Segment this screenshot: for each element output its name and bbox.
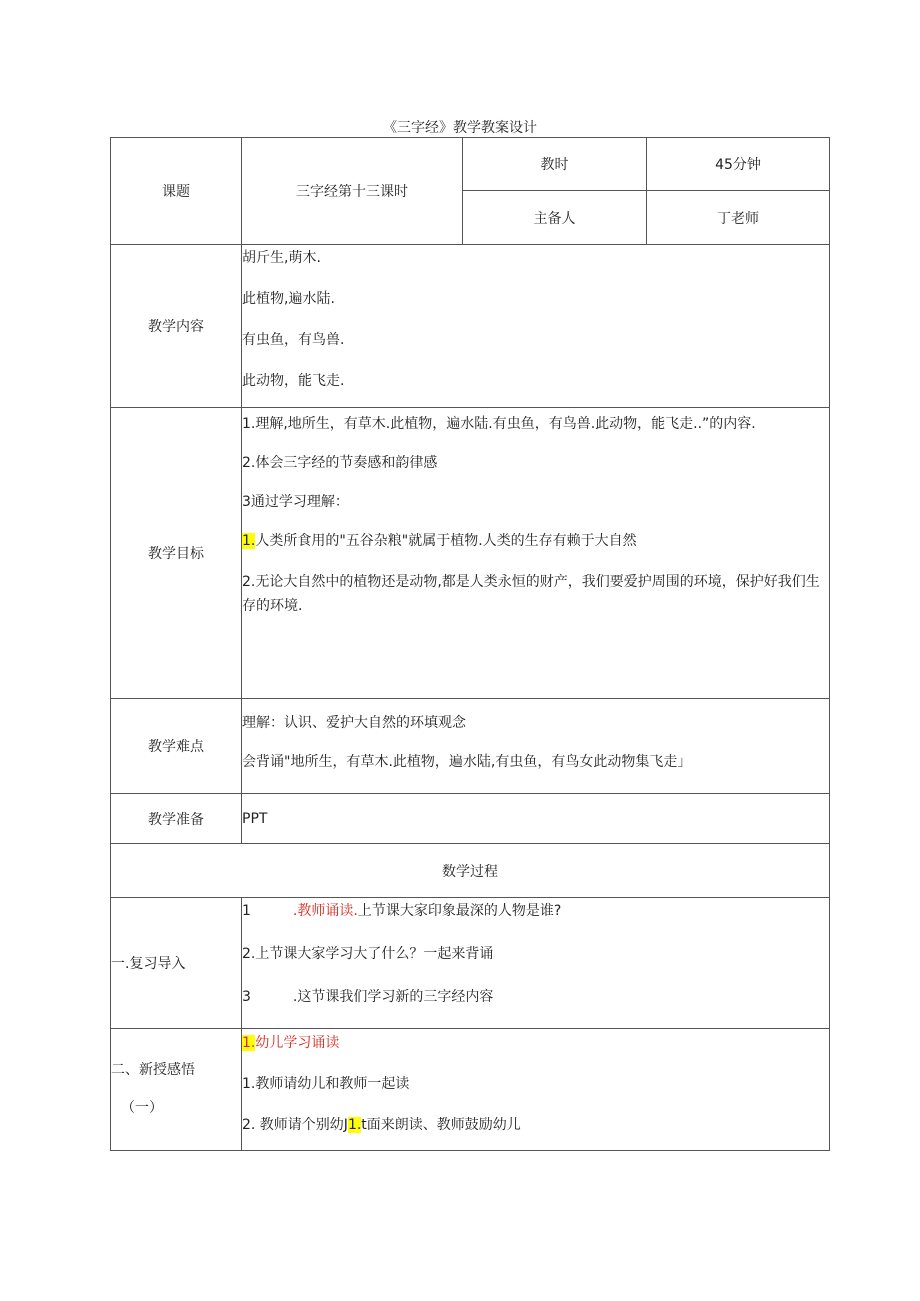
content-line-3: 有虫鱼，有鸟兽. — [242, 332, 345, 348]
new-lesson-line-1-number: 1. — [242, 1035, 256, 1051]
preparer-value: 丁老师 — [647, 191, 830, 245]
new-lesson-label — [111, 1029, 242, 1151]
review-line-3 — [242, 987, 829, 1007]
new-lesson-line-3-b: t面来朗读、教师鼓励幼儿 — [361, 1117, 521, 1133]
difficulty-line-1: 理解：认识、爱护大自然的环填观念 — [242, 715, 466, 731]
preparer-label: 主备人 — [463, 191, 647, 245]
content-line-2: 此植物,遍水陆. — [242, 291, 335, 307]
review-line-2: 2.上节课大家学习大了什么？一起来背诵 — [242, 946, 494, 962]
difficulty-label: 教学难点 — [111, 699, 242, 794]
goals-line-4-number: 1. — [242, 533, 256, 549]
new-lesson-cell — [242, 1029, 830, 1151]
topic-value: 三字经第十三课时 — [242, 138, 463, 245]
hours-value: 45分钟 — [647, 138, 830, 191]
goals-line-4-text: 人类所食用的"五谷杂粮"就属于植物.人类的生存有赖于大自然 — [255, 533, 637, 549]
prep-value: PPT — [242, 794, 830, 844]
review-cell — [242, 898, 830, 1029]
topic-label: 课题 — [111, 138, 242, 245]
prep-label: 教学准备 — [111, 794, 242, 844]
review-line-3-text: .这节课我们学习新的三字经内容 — [292, 989, 494, 1005]
process-header: 数学过程 — [111, 844, 830, 898]
new-lesson-line-1 — [242, 1033, 829, 1053]
new-lesson-label-line-2: （一） — [121, 1100, 163, 1116]
review-line-1-number: 1 — [242, 903, 251, 919]
goals-label: 教学目标 — [111, 408, 242, 699]
content-cell — [242, 245, 830, 408]
content-line-4: 此动物，能飞走. — [242, 373, 345, 389]
content-label: 教学内容 — [111, 245, 242, 408]
new-lesson-line-3-highlight: 1. — [347, 1117, 362, 1133]
new-lesson-line-3 — [242, 1115, 829, 1135]
review-line-1-highlight: .教师诵读. — [292, 903, 358, 919]
new-lesson-line-1-text: 幼儿学习诵读 — [255, 1035, 340, 1051]
content-line-1: 胡斤生,萌木. — [242, 250, 321, 266]
new-lesson-line-2: 1.教师请幼儿和教师一起读 — [242, 1076, 410, 1092]
difficulty-line-2: 会背诵"地所生，有草木.此植物，遍水陆,有虫鱼，有鸟女此动物集飞走」 — [242, 754, 692, 770]
review-label: 一.复习导入 — [111, 898, 242, 1029]
goals-line-3: 3通过学习理解： — [242, 494, 349, 510]
hours-label: 教时 — [463, 138, 647, 191]
goals-line-1: 1.理解,地所生，有草木.此植物，遍水陆.有虫鱼，有鸟兽.此动物，能飞走..”的内容. — [242, 416, 756, 432]
review-line-3-number: 3 — [242, 989, 251, 1005]
new-lesson-label-line-1: 二、新授感悟 — [111, 1062, 195, 1078]
goals-cell — [242, 408, 830, 699]
lesson-plan-table — [110, 137, 830, 1151]
document-title: 《三字经》教学教案设计 — [383, 120, 537, 136]
goals-line-4 — [242, 531, 829, 551]
difficulty-cell — [242, 699, 830, 794]
new-lesson-line-3-a: 2. 教师请个别幼J — [242, 1117, 348, 1133]
goals-line-2: 2.体会三字经的节奏感和韵律感 — [242, 455, 438, 471]
review-line-1 — [242, 901, 829, 921]
review-line-1-text: 上节课大家印象最深的人物是谁? — [357, 903, 562, 919]
goals-line-5: 2.无论大自然中的植物还是动物,都是人类永恒的财产，我们要爱护周围的环境，保护好我们生存的环境. — [242, 574, 820, 614]
